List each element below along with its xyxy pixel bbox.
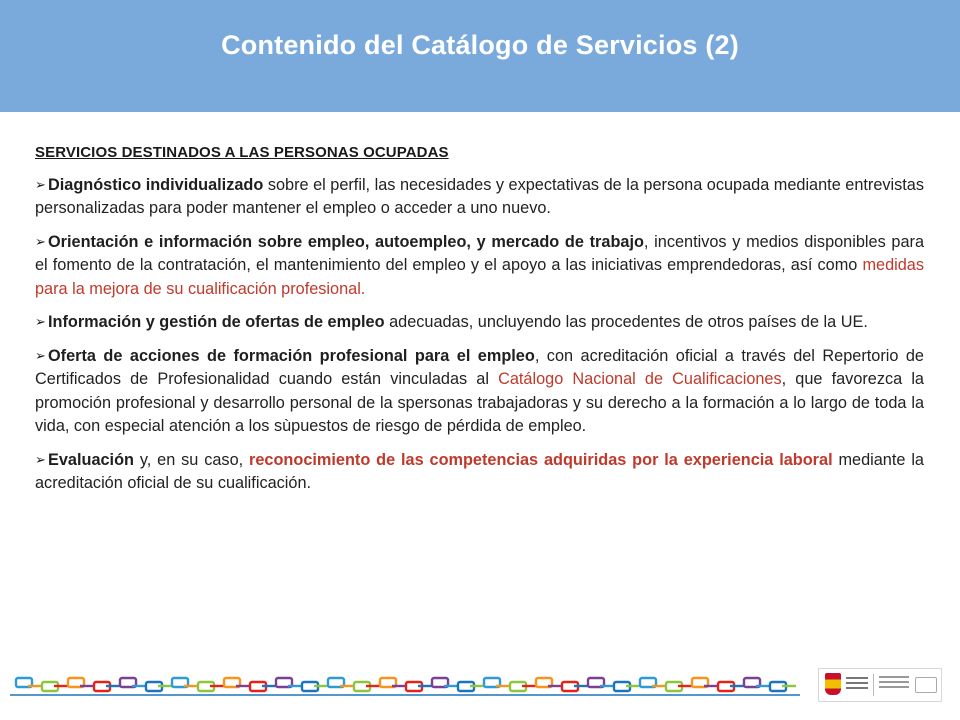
section-heading: SERVICIOS DESTINADOS A LAS PERSONAS OCUPADAS xyxy=(35,144,449,161)
bullet-text: , incentivos y medios disponibles para el fomento de la contratación, el mantenimiento del empleo y el apoyo a las iniciativas emprendedoras, así como xyxy=(35,232,924,274)
bullet-text: sobre el perfil, las necesidades y expectativas de la persona ocupada mediante entrevistas personalizadas para poder mantener el empleo o acceder a uno nuevo. xyxy=(35,175,924,217)
bullet-item xyxy=(35,448,924,496)
bullet-bold: Oferta de acciones de formación profesional para el empleo xyxy=(48,346,535,365)
bullet-bold: Diagnóstico individualizado xyxy=(48,175,264,194)
header-banner xyxy=(0,0,960,112)
bullet-highlight: Catálogo Nacional de Cualificaciones xyxy=(498,370,782,388)
bullet-highlight: reconocimiento de las competencias adquiridas por la experiencia laboral xyxy=(249,450,833,469)
bullet-bold: Orientación e información sobre empleo, autoempleo, y mercado de trabajo xyxy=(48,232,644,251)
bullet-item xyxy=(35,344,924,439)
bullet-highlight: medidas para la mejora de su cualificación profesional. xyxy=(35,256,924,298)
bullet-item xyxy=(35,173,924,221)
arrow-bullet-icon: ➢ xyxy=(35,347,46,363)
arrow-bullet-icon: ➢ xyxy=(35,451,46,467)
arrow-bullet-icon: ➢ xyxy=(35,233,46,249)
main-content xyxy=(35,141,924,505)
arrow-bullet-icon: ➢ xyxy=(35,314,46,329)
government-logo xyxy=(818,668,942,702)
bullet-item xyxy=(35,310,924,335)
bullet-item xyxy=(35,230,924,302)
logo-text-lines xyxy=(879,676,909,691)
bullet-bold: Evaluación xyxy=(48,450,134,469)
page-title: Contenido del Catálogo de Servicios (2) xyxy=(221,30,739,60)
bullet-text: adecuadas, uncluyendo las procedentes de otros países de la UE. xyxy=(384,313,868,331)
chain-decoration xyxy=(10,668,800,698)
bullet-bold: Información y gestión de ofertas de empleo xyxy=(48,313,385,331)
logo-separator xyxy=(873,674,874,696)
bullet-text: y, en su caso, xyxy=(133,450,250,469)
arrow-bullet-icon: ➢ xyxy=(35,176,46,192)
bullet-text-continued: , que favorezca la promoción profesional y desarrollo personal de la spersonas trabajadoras y su derecho a la formación a lo largo de toda la vida, con especial atención a los sùpuestos de riesgo de pérdida de empleo. xyxy=(35,370,924,435)
logo-badge-icon xyxy=(915,677,937,693)
bullet-text: , con acreditación oficial a través del Repertorio de Certificados de Profesionalidad cuando están vinculadas al xyxy=(35,346,924,388)
coat-of-arms-icon xyxy=(825,673,841,695)
logo-text-lines xyxy=(846,677,868,692)
bullet-text-continued: mediante la acreditación oficial de su cualificación. xyxy=(35,450,924,492)
